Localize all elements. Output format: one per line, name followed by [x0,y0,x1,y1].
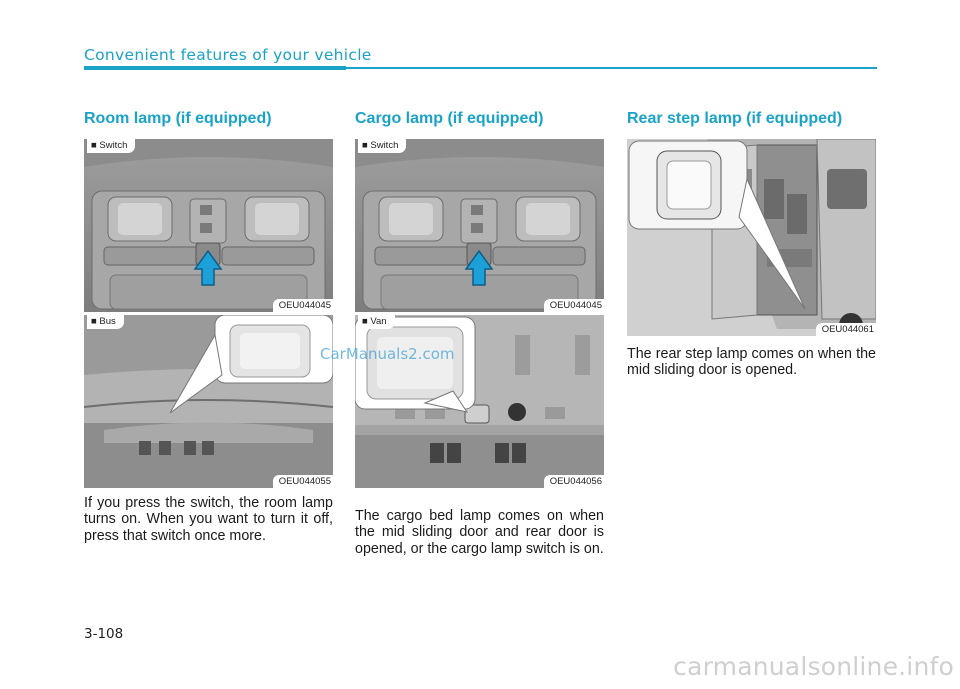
figure-code: OEU044045 [544,299,604,312]
figure-code: OEU044061 [816,323,876,336]
page-number: 3-108 [84,626,124,642]
overhead-console-illustration [84,139,333,312]
figure-code: OEU044056 [544,475,604,488]
figure-tag: ■ Switch [358,139,406,153]
room-lamp-switch-figure [84,139,333,312]
watermark-text: CarManuals2.com [320,345,455,363]
header-title: Convenient features of your vehicle [84,46,372,64]
room-lamp-bus-figure [84,315,333,488]
header-rule-thin [346,67,877,69]
cargo-lamp-description: The cargo bed lamp comes on when the mid sliding door and rear door is opened, or the cargo lamp switch is on. [355,508,604,557]
figure-code: OEU044055 [273,475,333,488]
figure-tag: ■ Van [358,315,395,329]
figure-tag: ■ Switch [87,139,135,153]
van-cargo-interior-illustration [355,315,604,488]
rear-step-lamp-description: The rear step lamp comes on when the mid sliding door is opened. [627,346,876,379]
room-lamp-title: Room lamp (if equipped) [84,110,272,127]
rear-step-lamp-title: Rear step lamp (if equipped) [627,110,843,127]
bus-interior-illustration [84,315,333,488]
footer-site-link[interactable]: carmanualsonline.info [673,652,954,681]
van-side-door-illustration [627,139,876,336]
figure-code: OEU044045 [273,299,333,312]
room-lamp-description: If you press the switch, the room lamp turns on. When you want to turn it off, press that switch once more. [84,495,333,544]
header-rule-thick [84,66,346,70]
cargo-lamp-title: Cargo lamp (if equipped) [355,110,544,127]
rear-step-lamp-figure [627,139,876,336]
overhead-console-illustration [355,139,604,312]
cargo-lamp-switch-figure [355,139,604,312]
cargo-lamp-van-figure [355,315,604,488]
figure-tag: ■ Bus [87,315,124,329]
